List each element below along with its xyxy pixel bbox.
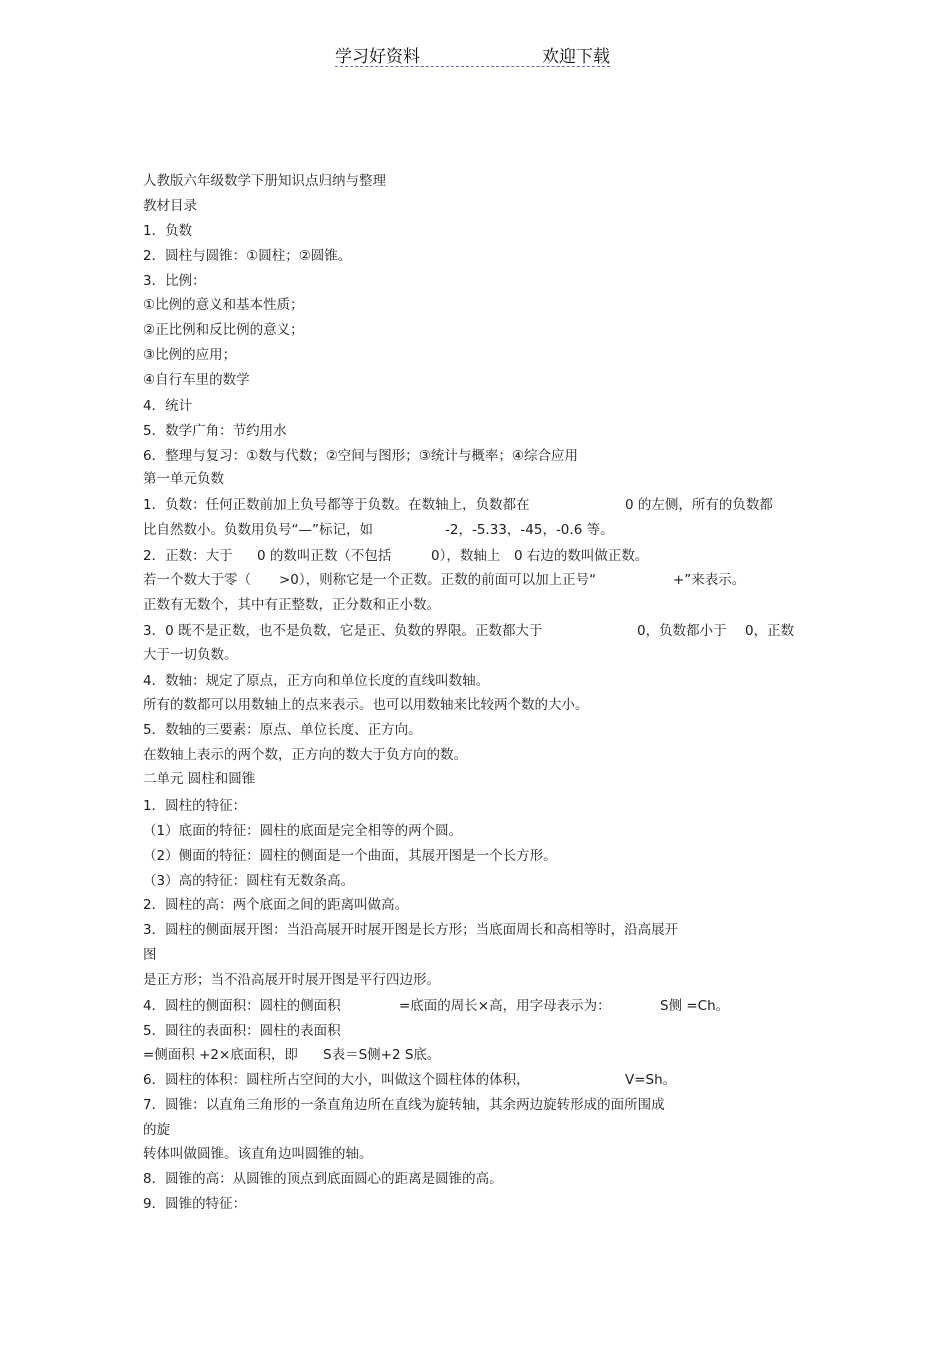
text-line	[143, 746, 467, 764]
text-segment: V=Sh。	[625, 1072, 677, 1088]
text-segment: 的旋	[143, 1122, 170, 1138]
text-line	[143, 997, 730, 1015]
text-segment: 4．统计	[143, 398, 193, 414]
text-line	[143, 1096, 665, 1114]
text-segment: 1．圆柱的特征：	[143, 798, 247, 814]
text-line	[143, 971, 440, 989]
text-segment: S表＝S侧+2 S底。	[323, 1047, 441, 1063]
text-line	[143, 1022, 341, 1040]
text-line	[143, 622, 795, 640]
text-line	[143, 321, 304, 339]
text-line	[143, 696, 589, 714]
text-segment: 0 的数叫正数（不包括	[257, 548, 392, 564]
text-line	[143, 371, 250, 389]
text-line	[143, 447, 578, 465]
text-segment: 转体叫做圆锥。该直角边叫圆锥的轴。	[143, 1146, 373, 1162]
text-segment: 6．圆柱的体积：圆柱所占空间的大小，叫做这个圆柱体的体积，	[143, 1072, 530, 1088]
text-line	[143, 470, 224, 488]
text-segment: 5．圆往的表面积：圆柱的表面积	[143, 1023, 341, 1039]
text-segment: 3．圆柱的侧面展开图：当沿高展开时展开图是长方形；当底面周长和高相等时，沿高展开	[143, 922, 679, 938]
text-line	[143, 872, 354, 890]
text-segment: ②正比例和反比例的意义；	[143, 322, 304, 338]
text-line	[143, 596, 440, 614]
text-segment: 3．比例：	[143, 273, 206, 289]
text-line	[143, 1145, 373, 1163]
text-segment: 5．数轴的三要素：原点、单位长度、正方向。	[143, 722, 422, 738]
text-segment: 0，负数都小于	[637, 623, 727, 639]
text-segment: 8．圆锥的高：从圆锥的顶点到底面圆心的距离是圆锥的高。	[143, 1171, 503, 1187]
text-segment: 9．圆锥的特征：	[143, 1196, 247, 1212]
text-line	[143, 346, 236, 364]
text-segment: 7．圆锥：以直角三角形的一条直角边所在直线为旋转轴，其余两边旋转形成的面所围成	[143, 1097, 665, 1113]
text-segment: 6．整理与复习：①数与代数；②空间与图形；③统计与概率；④综合应用	[143, 448, 578, 464]
text-line	[143, 847, 557, 865]
text-segment: （1）底面的特征：圆柱的底面是完全相等的两个圆。	[143, 823, 463, 839]
text-segment: =底面的周长×高，用字母表示为：	[399, 998, 611, 1014]
text-segment: 若一个数大于零（	[143, 572, 251, 588]
text-line	[143, 197, 197, 215]
page-header	[335, 40, 610, 67]
text-line	[143, 296, 304, 314]
text-segment: 4．圆柱的侧面积：圆柱的侧面积	[143, 998, 341, 1014]
text-line	[143, 822, 462, 840]
text-line	[143, 397, 192, 415]
text-line	[143, 770, 255, 788]
text-segment: >0），则称它是一个正数。正数的前面可以加上正号“	[279, 572, 597, 588]
text-segment: 2．圆柱与圆锥：①圆柱；②圆锥。	[143, 248, 352, 264]
text-segment: 人教版六年级数学下册知识点归纳与整理	[143, 173, 386, 189]
text-segment: 5．数学广角：节约用水	[143, 423, 287, 439]
text-segment: 大于一切负数。	[143, 647, 238, 663]
text-segment: 比自然数小。负数用负号“—”标记，如	[143, 522, 373, 538]
text-segment: 第一单元负数	[143, 471, 224, 487]
text-line	[143, 672, 489, 690]
text-line	[143, 721, 422, 739]
text-segment: （2）侧面的特征：圆柱的侧面是一个曲面，其展开图是一个长方形。	[143, 848, 557, 864]
text-segment: 是正方形；当不沿高展开时展开图是平行四边形。	[143, 972, 440, 988]
text-segment: 4．数轴：规定了原点，正方向和单位长度的直线叫数轴。	[143, 673, 490, 689]
text-segment: 0 右边的数叫做正数。	[514, 548, 649, 564]
text-segment: ④自行车里的数学	[143, 372, 250, 388]
header-left: 学习好资料	[335, 47, 420, 67]
text-line	[143, 521, 614, 539]
text-segment: 教材目录	[143, 198, 197, 214]
text-line	[143, 272, 206, 290]
text-segment: 2．圆柱的高：两个底面之间的距离叫做高。	[143, 897, 409, 913]
text-line	[143, 946, 157, 964]
text-segment: 1．负数：任何正数前加上负号都等于负数。在数轴上，负数都在	[143, 497, 530, 513]
text-segment: S侧 =Ch。	[660, 998, 730, 1014]
text-segment: +”来表示。	[673, 572, 746, 588]
text-line	[143, 896, 408, 914]
text-line	[143, 422, 287, 440]
text-line	[143, 1046, 441, 1064]
text-segment: 图	[143, 947, 157, 963]
text-line	[143, 247, 351, 265]
text-segment: 3．0 既不是正数，也不是负数，它是正、负数的界限。正数都大于	[143, 623, 543, 639]
header-right: 欢迎下载	[542, 47, 610, 67]
text-line	[143, 921, 678, 939]
text-line	[143, 1170, 503, 1188]
text-segment: =侧面积 +2×底面积，即	[143, 1047, 298, 1063]
text-segment: 1．负数	[143, 223, 193, 239]
text-line	[143, 172, 386, 190]
text-segment: 二单元 圆柱和圆锥	[143, 771, 256, 787]
text-segment: 正数有无数个，其中有正整数，正分数和正小数。	[143, 597, 440, 613]
text-segment: ③比例的应用；	[143, 347, 237, 363]
text-line	[143, 1195, 246, 1213]
text-segment: -2，-5.33，-45，-0.6 等。	[445, 522, 614, 538]
text-line	[143, 1071, 677, 1089]
text-line	[143, 1121, 170, 1139]
text-line	[143, 797, 246, 815]
text-segment: 0 的左侧，所有的负数都	[625, 497, 773, 513]
text-segment: 在数轴上表示的两个数，正方向的数大于负方向的数。	[143, 747, 467, 763]
text-segment: ①比例的意义和基本性质；	[143, 297, 304, 313]
text-segment: 2．正数：大于	[143, 548, 233, 564]
text-segment: 0），数轴上	[431, 548, 501, 564]
text-line	[143, 547, 649, 565]
text-line	[143, 496, 773, 514]
text-segment: 所有的数都可以用数轴上的点来表示。也可以用数轴来比较两个数的大小。	[143, 697, 589, 713]
text-line	[143, 222, 192, 240]
text-line	[143, 646, 238, 664]
text-line	[143, 571, 746, 589]
text-segment: 0，正数	[745, 623, 795, 639]
text-segment: （3）高的特征：圆柱有无数条高。	[143, 873, 355, 889]
